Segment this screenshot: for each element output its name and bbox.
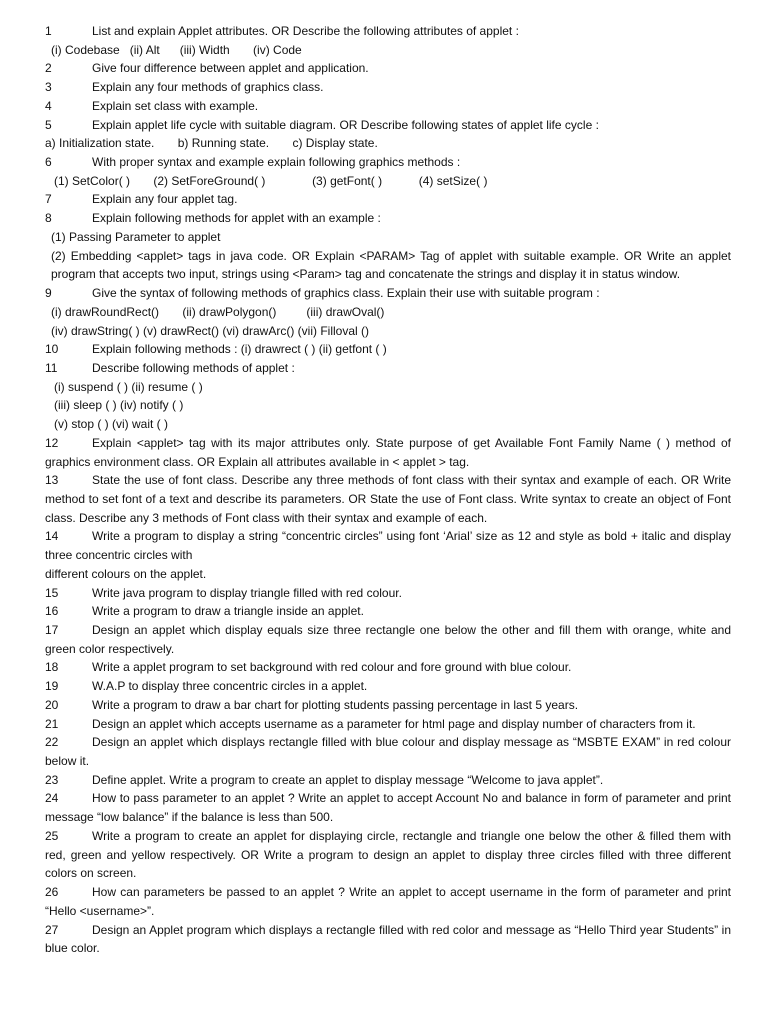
question-18: 18 Write a applet program to set background with red colour and fore ground with blue colour. <box>45 660 572 675</box>
question-list <box>45 22 731 958</box>
question-13: 13 State the use of font class. Describe any three methods of font class with their syntax and example of each. OR Write method to set font of a text and describe its parameters. OR State the use of Font class. Write syntax to create an object of Font class. Describe any 3 methods of Font class with their syntax and example of each. <box>45 473 731 525</box>
question-23: 23 Define applet. Write a program to create an applet to display message “Welcome to java applet”. <box>45 772 604 787</box>
question-4: 4 Explain set class with example. <box>45 98 259 113</box>
question-1: 1 List and explain Applet attributes. OR Describe the following attributes of applet : <box>45 24 519 38</box>
question-5: 5 Explain applet life cycle with suitable diagram. OR Describe following states of applet life cycle : <box>45 117 599 132</box>
question-10: 10 Explain following methods : (i) drawrect ( ) (ii) getfont ( ) <box>45 342 387 357</box>
question-17: 17 Design an applet which display equals size three rectangle one below the other and fill them with orange, white and green color respectively. <box>45 623 731 656</box>
question-9-options-1: (i) drawRoundRect() (ii) drawPolygon() (iii) drawOval() <box>51 304 385 319</box>
question-6-options: (1) SetColor( ) (2) SetForeGround( ) (3) getFont( ) (4) setSize( ) <box>54 173 488 188</box>
question-9: 9 Give the syntax of following methods of graphics class. Explain their use with suitable program : <box>45 286 600 301</box>
question-27: 27 Design an Applet program which displays a rectangle filled with red color and message as “Hello Third year Students” in blue color. <box>45 922 731 956</box>
question-21: 21 Design an applet which accepts username as a parameter for html page and display number of characters from it. <box>45 716 696 731</box>
question-3: 3 Explain any four methods of graphics class. <box>45 80 324 95</box>
question-16: 16 Write a program to draw a triangle inside an applet. <box>45 604 364 619</box>
question-5-options: a) Initialization state. b) Running state. c) Display state. <box>45 136 378 151</box>
question-14: 14 Write a program to display a string “concentric circles” using font ‘Arial’ size as 12 and style as bold + italic and display three concentric circles with <box>45 529 731 563</box>
question-11-options-3: (v) stop ( ) (vi) wait ( ) <box>54 417 168 432</box>
question-8: 8 Explain following methods for applet with an example : <box>45 211 381 226</box>
question-12: 12 Explain <applet> tag with its major attributes only. State purpose of get Available Font Family Name ( ) method of graphics environment class. OR Explain all attributes available in < applet > tag. <box>45 435 731 469</box>
question-8-option-2: (2) Embedding <applet> tags in java code. OR Explain <PARAM> Tag of applet with suitable example. OR Write an applet program that accepts two input, strings using <Param> tag and concatenate the strings and display it in status window. <box>51 248 731 282</box>
question-19: 19 W.A.P to display three concentric circles in a applet. <box>45 679 368 694</box>
question-7: 7 Explain any four applet tag. <box>45 192 238 207</box>
question-14-continued: different colours on the applet. <box>45 566 207 581</box>
question-25: 25 Write a program to create an applet for displaying circle, rectangle and triangle one below the other & filled them with red, green and yellow respectively. OR Write a program to design an applet to display three circles filled with three different colors on screen. <box>45 828 731 881</box>
question-2: 2 Give four difference between applet and application. <box>45 61 369 76</box>
question-15: 15 Write java program to display triangle filled with red colour. <box>45 585 402 600</box>
question-11-options-1: (i) suspend ( ) (ii) resume ( ) <box>54 379 203 394</box>
question-22: 22 Design an applet which displays rectangle filled with blue colour and display message as “MSBTE EXAM” in red colour below it. <box>45 735 731 769</box>
question-6: 6 With proper syntax and example explain following graphics methods : <box>45 155 461 170</box>
question-11-options-2: (iii) sleep ( ) (iv) notify ( ) <box>54 398 184 413</box>
question-9-options-2: (iv) drawString( ) (v) drawRect() (vi) drawArc() (vii) Filloval () <box>51 323 369 338</box>
question-8-option-1: (1) Passing Parameter to applet <box>51 229 221 244</box>
question-24: 24 How to pass parameter to an applet ? Write an applet to accept Account No and balance in form of parameter and print message “low balance” if the balance is less than 500. <box>45 791 731 825</box>
question-26: 26 How can parameters be passed to an applet ? Write an applet to accept username in the form of parameter and print “Hello <username>”. <box>45 885 731 918</box>
question-11: 11 Describe following methods of applet : <box>45 360 295 375</box>
question-20: 20 Write a program to draw a bar chart for plotting students passing percentage in last 5 years. <box>45 697 579 712</box>
question-1-options: (i) Codebase (ii) Alt (iii) Width (iv) Code <box>51 42 302 57</box>
